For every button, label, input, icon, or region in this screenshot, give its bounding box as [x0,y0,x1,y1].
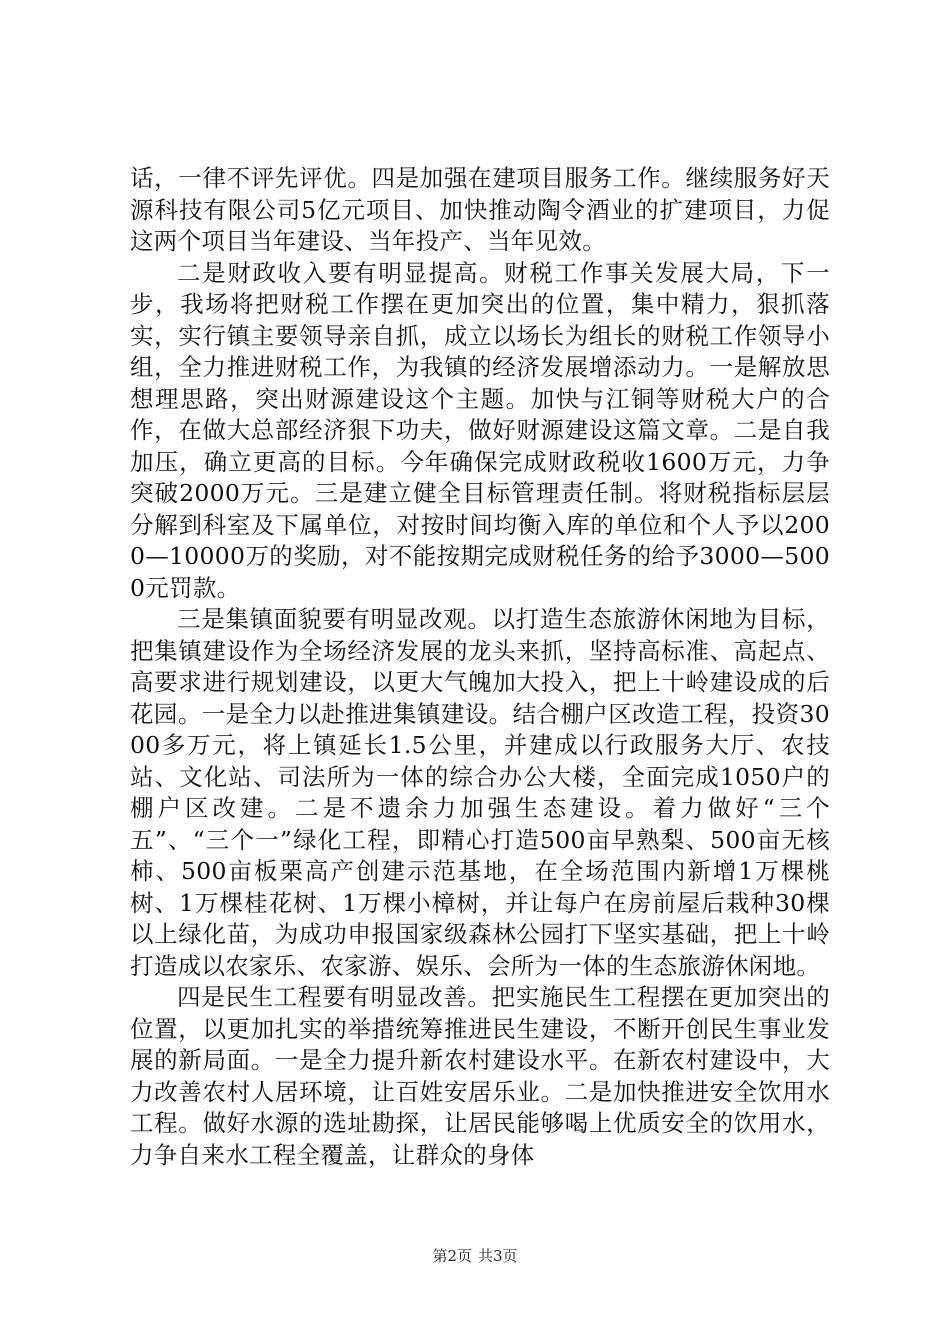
page-total: 共3页 [478,1247,518,1265]
paragraph-livelihood-projects: 四是民生工程要有明显改善。把实施民生工程摆在更加突出的位置，以更加扎实的举措统筹推进民生建设，不断开创民生事业发展的新局面。一是全力提升新农村建设水平。在新农村建设中，大力改善农村人居环境，让百姓安居乐业。二是加快推进安全饮用水工程。做好水源的选址勘探，让居民能够喝上优质安全的饮用水，力争自来水工程全覆盖，让群众的身体 [130,983,830,1169]
paragraph-continuation: 话，一律不评先评优。四是加强在建项目服务工作。继续服务好天源科技有限公司5亿元项目、加快推动陶令酒业的扩建项目，力促这两个项目当年建设、当年投产、当年见效。 [130,164,830,255]
page-footer [0,1246,950,1266]
paragraph-town-appearance: 三是集镇面貌要有明显改观。以打造生态旅游休闲地为目标，把集镇建设作为全场经济发展的龙头来抓，坚持高标准、高起点、高要求进行规划建设，以更大气魄加大投入，把上十岭建设成的后花园。一是全力以赴推进集镇建设。结合棚户区改造工程，投资3000多万元，将上镇延长1.5公里，并建成以行政服务大厅、农技站、文化站、司法所为一体的综合办公大楼，全面完成1050户的棚户区改建。二是不遗余力加强生态建设。着力做好“三个五”、“三个一”绿化工程，即精心打造500亩早熟梨、500亩无核柿、500亩板栗高产创建示范基地，在全场范围内新增1万棵桃树、1万棵桂花树、1万棵小樟树，并让每户在房前屋后栽种30棵以上绿化苗，为成功申报国家级森林公园打下坚实基础，把上十岭打造成以农家乐、农家游、娱乐、会所为一体的生态旅游休闲地。 [130,605,830,980]
document-body [130,163,830,1171]
page-number: 第2页 [432,1247,472,1265]
paragraph-fiscal-revenue: 二是财政收入要有明显提高。财税工作事关发展大局，下一步，我场将把财税工作摆在更加突出的位置，集中精力，狠抓落实，实行镇主要领导亲自抓，成立以场长为组长的财税工作领导小组，全力推进财税工作，为我镇的经济发展增添动力。一是解放思想理思路，突出财源建设这个主题。加快与江铜等财税大户的合作，在做大总部经济狠下功夫，做好财源建设这篇文章。二是自我加压，确立更高的目标。今年确保完成财政税收1600万元，力争突破2000万元。三是建立健全目标管理责任制。将财税指标层层分解到科室及下属单位，对按时间均衡入库的单位和个人予以2000—10000万的奖励，对不能按期完成财税任务的给予3000—5000元罚款。 [130,258,830,602]
